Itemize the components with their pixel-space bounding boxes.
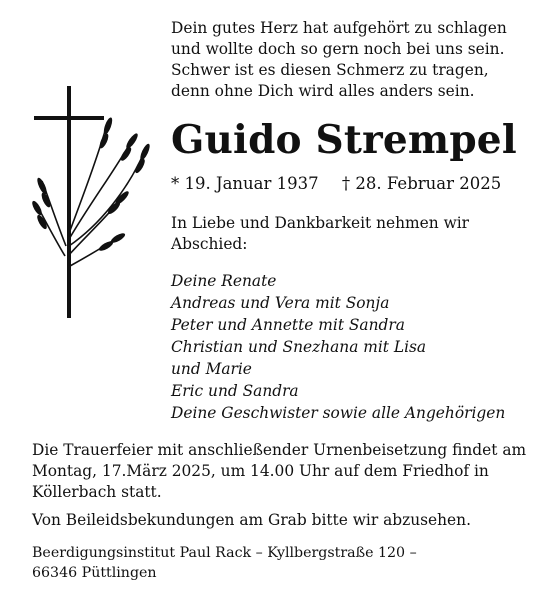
deceased-name: Guido Strempel (171, 117, 517, 163)
condolence-note: Von Beileidsbekundungen am Grab bitte wir abzusehen. (32, 511, 471, 529)
family-member: Deine Renate (171, 272, 277, 290)
family-member: Andreas und Vera mit Sonja (171, 294, 390, 312)
family-member: Peter und Annette mit Sandra (171, 316, 405, 334)
thanks-text: In Liebe und Dankbarkeit nehmen wir Abschied: (171, 214, 470, 253)
poem (171, 18, 541, 102)
family-member: Deine Geschwister sowie alle Angehörigen (171, 404, 506, 422)
family-member: und Marie (171, 360, 252, 378)
cross-with-wheat-icon (28, 86, 156, 318)
family-member: Christian und Snezhana mit Lisa (171, 338, 427, 356)
ceremony-text: Die Trauerfeier mit anschließender Urnenbeisetzung findet am Montag, 17.März 2025, um 14.00 Uhr auf dem Friedhof in Köllerbach statt. (32, 441, 527, 501)
poem-line: Dein gutes Herz hat aufgehört zu schlagen (171, 19, 507, 37)
family-member: Eric und Sandra (171, 382, 299, 400)
funeral-home-line: Beerdigungsinstitut Paul Rack – Kyllbergstraße 120 – (32, 545, 417, 561)
birth-date: * 19. Januar 1937 (171, 174, 319, 193)
poem-line: und wollte doch so gern noch bei uns sein. (171, 40, 505, 58)
poem-line: Schwer ist es diesen Schmerz zu tragen, (171, 61, 489, 79)
funeral-home (32, 543, 542, 583)
poem-line: denn ohne Dich wird alles anders sein. (171, 82, 475, 100)
death-date: † 28. Februar 2025 (341, 174, 502, 193)
family-list (171, 270, 505, 424)
funeral-home-line: 66346 Püttlingen (32, 565, 157, 581)
life-dates (171, 172, 501, 196)
